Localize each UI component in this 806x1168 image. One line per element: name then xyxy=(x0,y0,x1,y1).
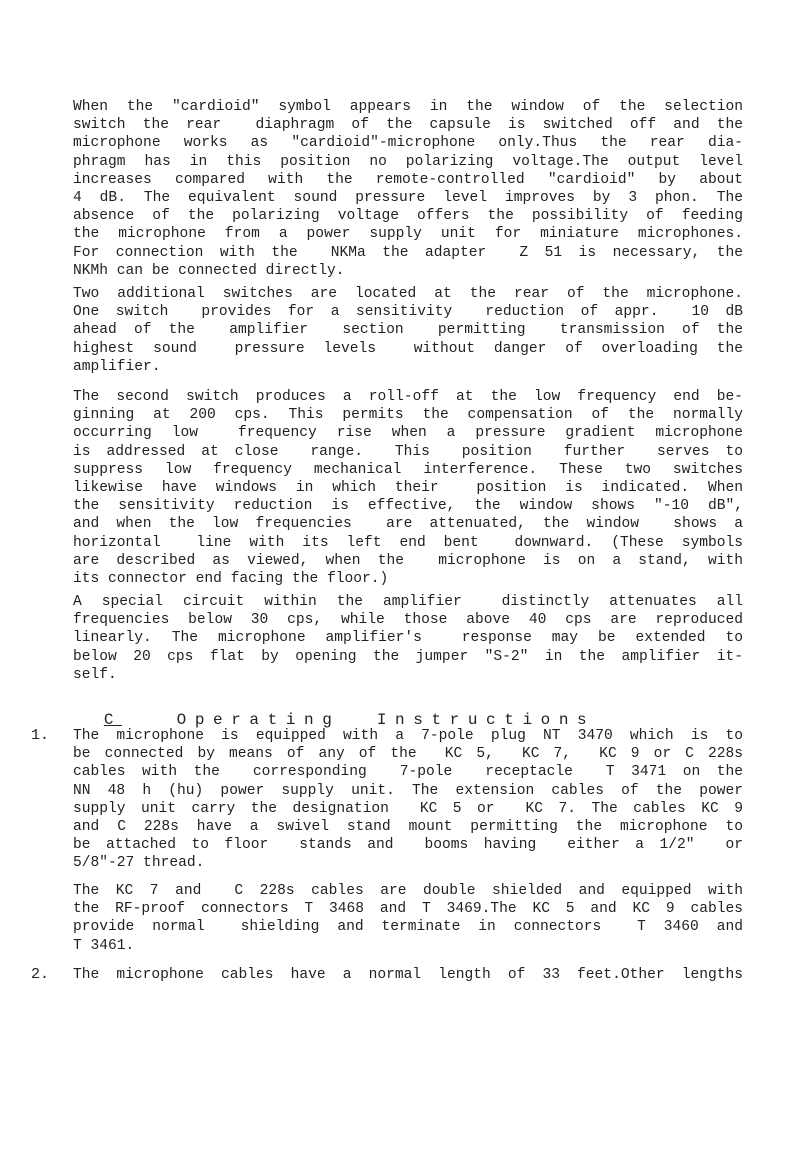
section-letter: C xyxy=(103,711,123,729)
text-line: the microphone from a power supply unit for miniature microphones. xyxy=(73,226,743,243)
text-line: Two additional switches are located at the rear of the microphone. xyxy=(73,286,743,302)
item-1-paragraph-plug xyxy=(73,727,743,873)
text-line: suppress low frequency mechanical interference. These two switches xyxy=(73,461,743,478)
item-number: 1. xyxy=(31,727,50,744)
text-line: NKMh can be connected directly. xyxy=(73,262,345,279)
text-line: The microphone is equipped with a 7-pole plug NT 3470 which is to xyxy=(73,728,743,744)
text-line: be attached to floor stands and booms having either a 1/2" or xyxy=(73,837,743,854)
text-line: The microphone cables have a normal length of 33 feet.Other lengths xyxy=(73,967,743,983)
text-line: likewise have windows in which their position is indicated. When xyxy=(73,479,743,496)
paragraph-switches xyxy=(73,285,743,376)
text-line: self. xyxy=(73,666,117,683)
paragraph-circuit xyxy=(73,593,743,684)
text-line: and when the low frequencies are attenuated, the window shows a xyxy=(73,516,743,533)
text-line: ginning at 200 cps. This permits the compensation of the normally xyxy=(73,407,743,424)
text-line: amplifier. xyxy=(73,358,161,375)
text-line: be connected by means of any of the KC 5, KC 7, KC 9 or C 228s xyxy=(73,746,743,763)
text-line: 5/8"-27 thread. xyxy=(73,855,205,872)
text-line: provide normal shielding and terminate in connectors T 3460 and xyxy=(73,919,743,936)
text-line: ahead of the amplifier section permitting transmission of the xyxy=(73,322,743,339)
text-line: When the "cardioid" symbol appears in the window of the selection xyxy=(73,99,743,115)
text-line: horizontal line with its left end bent downward. (These symbols xyxy=(73,534,743,551)
item-number: 2. xyxy=(31,966,50,983)
section-title: Operating Instructions xyxy=(176,711,596,729)
paragraph-rolloff xyxy=(73,388,743,588)
text-line: is addressed at close range. This position further serves to xyxy=(73,443,743,460)
text-line: are described as viewed, when the microphone is on a stand, with xyxy=(73,552,743,569)
text-line: microphone works as "cardioid"-microphone only.Thus the rear dia- xyxy=(73,135,743,152)
text-line: and C 228s have a swivel stand mount permitting the microphone to xyxy=(73,818,743,835)
text-line: occurring low frequency rise when a pressure gradient microphone xyxy=(73,425,743,442)
item-2-paragraph-length xyxy=(73,966,743,984)
text-line: 4 dB. The equivalent sound pressure level improves by 3 phon. The xyxy=(73,189,743,206)
text-line: T 3461. xyxy=(73,937,135,954)
text-line: the RF-proof connectors T 3468 and T 3469.The KC 5 and KC 9 cables xyxy=(73,901,743,918)
text-line: A special circuit within the amplifier distinctly attenuates all xyxy=(73,594,743,610)
text-line: frequencies below 30 cps, while those above 40 cps are reproduced xyxy=(73,612,743,629)
paragraph-cardioid xyxy=(73,98,743,280)
text-line: below 20 cps flat by opening the jumper "S-2" in the amplifier it- xyxy=(73,648,743,665)
text-line: NN 48 h (hu) power supply unit. The extension cables of the power xyxy=(73,782,743,799)
item-1-paragraph-cables xyxy=(73,882,743,955)
text-line: highest sound pressure levels without danger of overloading the xyxy=(73,340,743,357)
text-line: phragm has in this position no polarizing voltage.The output level xyxy=(73,153,743,170)
text-line: The KC 7 and C 228s cables are double shielded and equipped with xyxy=(73,883,743,899)
text-line: the sensitivity reduction is effective, the window shows "-10 dB", xyxy=(73,498,743,515)
text-line: linearly. The microphone amplifier's response may be extended to xyxy=(73,630,743,647)
text-line: The second switch produces a roll-off at the low frequency end be- xyxy=(73,389,743,405)
text-line: increases compared with the remote-controlled "cardioid" by about xyxy=(73,171,743,188)
text-line: cables with the corresponding 7-pole receptacle T 3471 on the xyxy=(73,764,743,781)
text-line: One switch provides for a sensitivity reduction of appr. 10 dB xyxy=(73,304,743,321)
text-line: switch the rear diaphragm of the capsule is switched off and the xyxy=(73,117,743,134)
text-line: For connection with the NKMa the adapter Z 51 is necessary, the xyxy=(73,244,743,261)
text-line: absence of the polarizing voltage offers the possibility of feeding xyxy=(73,208,743,225)
text-line: supply unit carry the designation KC 5 or KC 7. The cables KC 9 xyxy=(73,800,743,817)
text-line: its connector end facing the floor.) xyxy=(73,570,389,587)
